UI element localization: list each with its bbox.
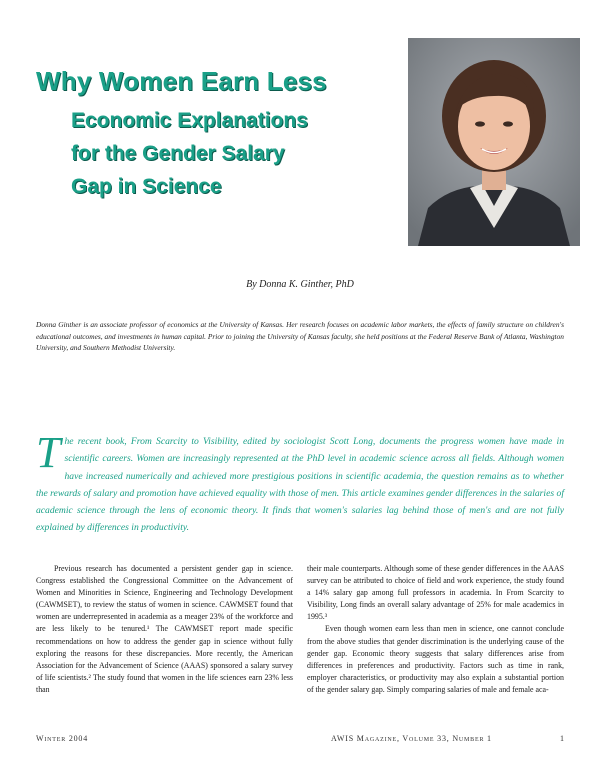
body-paragraph: their male counterparts. Although some of these gender differences in the AAAS survey can be attributed to choice of field and work experience, the study found a 14% salary gap among full professors in academia. In From Scarcity to Visibility, Long finds an overall salary advantage of 25% for male academics in 1995.³ — [307, 564, 564, 622]
title-subtitle-line2: for the Gender Salary — [71, 142, 285, 165]
footer-issue-date: Winter 2004 — [36, 734, 89, 743]
article-title — [36, 66, 406, 203]
body-paragraph: Even though women earn less than men in science, one cannot conclude from the above studies that gender discrimination is the underlying cause of the gender gap. Economic theory suggests that salary differences arise from differences in preferences and productivity. Factors such as time in rank, employer characteristics, or productivity may also explain a substantial portion of the gender salary gap. Simply comparing salaries of male and female aca- — [307, 624, 564, 694]
author-portrait-image — [408, 38, 580, 246]
drop-cap: T — [36, 428, 61, 477]
footer-publication: AWIS Magazine, Volume 33, Number 1 — [331, 734, 492, 743]
body-paragraph: Previous research has documented a persistent gender gap in science. Congress established the Congressional Committee on the Advancement of Women and Minorities in Science, Engineering and Technology Development (CAWMSET), to review the status of women in science. CAWMSET found that women are underrepresented in academia as a meager 23% of the workforce and are less likely to be tenured.¹ The CAWMSET report made specific recommendations on how to address the gender gap in science without fully exploring the reasons for these discrepancies. More recently, the American Association for the Advancement of Science (AAAS) sponsored a salary survey of life scientists.² The study found that women in the life sciences earn 23% less than — [36, 564, 293, 694]
author-bio: Donna Ginther is an associate professor of economics at the University of Kansas. Her research focuses on academic labor markets, the effects of family structure on children's educational outcomes, and investments in human capital. Prior to joining the University of Kansas faculty, she held positions at the Federal Reserve Bank of Atlanta, Washington University, and Southern Methodist University. — [36, 320, 564, 352]
title-subtitle-line3: Gap in Science — [71, 175, 222, 198]
abstract — [36, 428, 564, 537]
body-column-left — [36, 563, 293, 696]
byline: By Donna K. Ginther, PhD — [246, 279, 354, 290]
title-subtitle-line1: Economic Explanations — [71, 109, 308, 132]
page-number: 1 — [560, 734, 565, 743]
author-photo — [408, 38, 580, 246]
title-main: Why Women Earn Less — [36, 66, 327, 96]
body-column-right — [307, 563, 564, 696]
abstract-text: he recent book, From Scarcity to Visibility, edited by sociologist Scott Long, documents the progress women have made in scientific careers. Women are increasingly represented at the PhD level in academic science across all fields. Although women have increased numerically and achieved more prestigious positions in scientific academia, the question remains as to whether the rewards of salary and promotion have achieved equality with those of men. This article examines gender differences in the salaries of academic science through the lens of economic theory. It finds that women's salaries lag behind those of men's and are not fully explained by differences in productivity. — [36, 436, 564, 534]
